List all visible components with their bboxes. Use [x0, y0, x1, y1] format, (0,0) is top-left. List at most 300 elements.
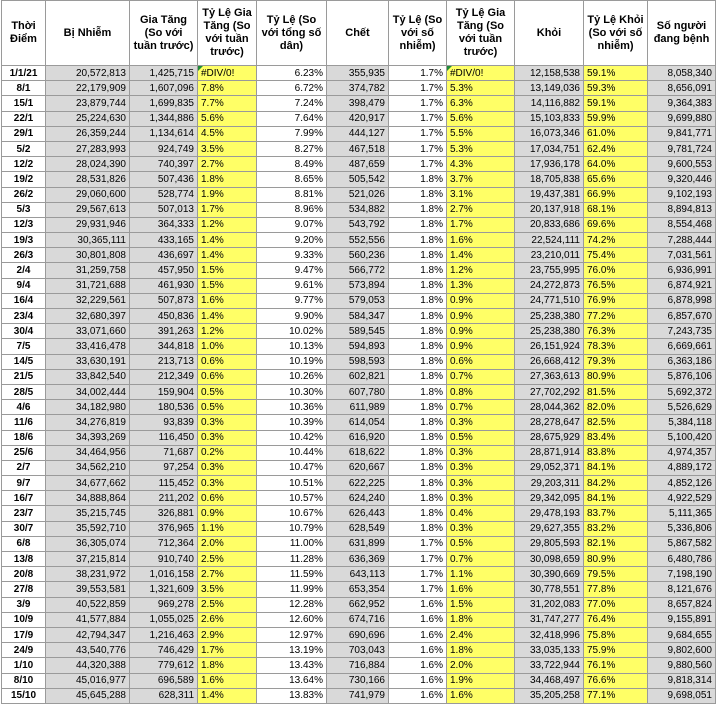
- increase-cell[interactable]: 344,818: [130, 339, 198, 354]
- population-rate-cell[interactable]: 8.49%: [257, 157, 327, 172]
- death-rate-cell[interactable]: 1.6%: [389, 673, 447, 688]
- population-rate-cell[interactable]: 8.81%: [257, 187, 327, 202]
- death-rate-cell[interactable]: 1.8%: [389, 339, 447, 354]
- active-cases-cell[interactable]: 4,974,357: [648, 445, 716, 460]
- deaths-cell[interactable]: 467,518: [327, 141, 389, 156]
- increase-cell[interactable]: 450,836: [130, 309, 198, 324]
- deaths-cell[interactable]: 552,556: [327, 233, 389, 248]
- population-rate-cell[interactable]: 7.99%: [257, 126, 327, 141]
- recovery-rate-cell[interactable]: 75.4%: [584, 248, 648, 263]
- death-increase-rate-cell[interactable]: 2.7%: [447, 202, 515, 217]
- deaths-cell[interactable]: 674,716: [327, 612, 389, 627]
- infected-cell[interactable]: 33,842,540: [46, 369, 130, 384]
- deaths-cell[interactable]: 598,593: [327, 354, 389, 369]
- header-cell[interactable]: Thời Điểm: [2, 1, 46, 66]
- deaths-cell[interactable]: 566,772: [327, 263, 389, 278]
- infected-cell[interactable]: 34,677,662: [46, 476, 130, 491]
- active-cases-cell[interactable]: 6,480,786: [648, 552, 716, 567]
- deaths-cell[interactable]: 653,354: [327, 582, 389, 597]
- population-rate-cell[interactable]: 6.72%: [257, 81, 327, 96]
- recovery-rate-cell[interactable]: 59.9%: [584, 111, 648, 126]
- death-rate-cell[interactable]: 1.8%: [389, 476, 447, 491]
- recovered-cell[interactable]: 31,202,083: [515, 597, 584, 612]
- deaths-cell[interactable]: 573,894: [327, 278, 389, 293]
- infected-cell[interactable]: 35,215,745: [46, 506, 130, 521]
- date-cell[interactable]: 30/4: [2, 324, 46, 339]
- date-cell[interactable]: 26/3: [2, 248, 46, 263]
- date-cell[interactable]: 19/2: [2, 172, 46, 187]
- death-rate-cell[interactable]: 1.7%: [389, 567, 447, 582]
- deaths-cell[interactable]: 355,935: [327, 66, 389, 81]
- increase-cell[interactable]: 1,016,158: [130, 567, 198, 582]
- increase-rate-cell[interactable]: 0.5%: [198, 384, 257, 399]
- date-cell[interactable]: 29/1: [2, 126, 46, 141]
- increase-rate-cell[interactable]: 0.2%: [198, 445, 257, 460]
- death-rate-cell[interactable]: 1.8%: [389, 248, 447, 263]
- increase-cell[interactable]: 364,333: [130, 217, 198, 232]
- increase-rate-cell[interactable]: 3.5%: [198, 141, 257, 156]
- increase-cell[interactable]: 391,263: [130, 324, 198, 339]
- infected-cell[interactable]: 34,182,980: [46, 400, 130, 415]
- active-cases-cell[interactable]: 7,243,735: [648, 324, 716, 339]
- recovery-rate-cell[interactable]: 59.1%: [584, 96, 648, 111]
- population-rate-cell[interactable]: 10.51%: [257, 476, 327, 491]
- death-rate-cell[interactable]: 1.7%: [389, 582, 447, 597]
- recovered-cell[interactable]: 34,468,497: [515, 673, 584, 688]
- active-cases-cell[interactable]: 9,320,446: [648, 172, 716, 187]
- death-rate-cell[interactable]: 1.7%: [389, 536, 447, 551]
- deaths-cell[interactable]: 505,542: [327, 172, 389, 187]
- death-increase-rate-cell[interactable]: 0.7%: [447, 552, 515, 567]
- population-rate-cell[interactable]: 7.64%: [257, 111, 327, 126]
- increase-cell[interactable]: 924,749: [130, 141, 198, 156]
- recovered-cell[interactable]: 23,755,995: [515, 263, 584, 278]
- active-cases-cell[interactable]: 9,818,314: [648, 673, 716, 688]
- recovery-rate-cell[interactable]: 76.3%: [584, 324, 648, 339]
- deaths-cell[interactable]: 521,026: [327, 187, 389, 202]
- population-rate-cell[interactable]: 12.97%: [257, 627, 327, 642]
- recovered-cell[interactable]: 28,871,914: [515, 445, 584, 460]
- recovery-rate-cell[interactable]: 76.0%: [584, 263, 648, 278]
- header-cell[interactable]: Khỏi: [515, 1, 584, 66]
- infected-cell[interactable]: 44,320,388: [46, 658, 130, 673]
- death-rate-cell[interactable]: 1.8%: [389, 187, 447, 202]
- death-increase-rate-cell[interactable]: 1.6%: [447, 233, 515, 248]
- death-rate-cell[interactable]: 1.6%: [389, 688, 447, 703]
- increase-cell[interactable]: 213,713: [130, 354, 198, 369]
- recovered-cell[interactable]: 35,205,258: [515, 688, 584, 703]
- active-cases-cell[interactable]: 6,936,991: [648, 263, 716, 278]
- header-cell[interactable]: Tỷ Lệ Khỏi (So với số nhiễm): [584, 1, 648, 66]
- death-increase-rate-cell[interactable]: 0.3%: [447, 521, 515, 536]
- recovered-cell[interactable]: 20,137,918: [515, 202, 584, 217]
- active-cases-cell[interactable]: 9,364,383: [648, 96, 716, 111]
- increase-rate-cell[interactable]: #DIV/0!: [198, 66, 257, 81]
- deaths-cell[interactable]: 584,347: [327, 309, 389, 324]
- recovery-rate-cell[interactable]: 75.8%: [584, 627, 648, 642]
- date-cell[interactable]: 20/8: [2, 567, 46, 582]
- recovered-cell[interactable]: 28,675,929: [515, 430, 584, 445]
- header-cell[interactable]: Số người đang bệnh: [648, 1, 716, 66]
- recovery-rate-cell[interactable]: 79.5%: [584, 567, 648, 582]
- recovery-rate-cell[interactable]: 84.1%: [584, 491, 648, 506]
- date-cell[interactable]: 9/7: [2, 476, 46, 491]
- increase-rate-cell[interactable]: 1.9%: [198, 187, 257, 202]
- death-rate-cell[interactable]: 1.8%: [389, 278, 447, 293]
- date-cell[interactable]: 5/3: [2, 202, 46, 217]
- death-rate-cell[interactable]: 1.8%: [389, 233, 447, 248]
- increase-cell[interactable]: 376,965: [130, 521, 198, 536]
- infected-cell[interactable]: 33,416,478: [46, 339, 130, 354]
- active-cases-cell[interactable]: 9,880,560: [648, 658, 716, 673]
- population-rate-cell[interactable]: 9.61%: [257, 278, 327, 293]
- deaths-cell[interactable]: 444,127: [327, 126, 389, 141]
- increase-rate-cell[interactable]: 1.4%: [198, 309, 257, 324]
- increase-rate-cell[interactable]: 2.6%: [198, 612, 257, 627]
- increase-cell[interactable]: 93,839: [130, 415, 198, 430]
- increase-cell[interactable]: 1,216,463: [130, 627, 198, 642]
- recovered-cell[interactable]: 22,524,111: [515, 233, 584, 248]
- deaths-cell[interactable]: 543,792: [327, 217, 389, 232]
- date-cell[interactable]: 15/1: [2, 96, 46, 111]
- infected-cell[interactable]: 31,259,758: [46, 263, 130, 278]
- header-cell[interactable]: Tỷ Lệ (So với tổng số dân): [257, 1, 327, 66]
- deaths-cell[interactable]: 622,225: [327, 476, 389, 491]
- recovered-cell[interactable]: 32,418,996: [515, 627, 584, 642]
- population-rate-cell[interactable]: 9.90%: [257, 309, 327, 324]
- death-increase-rate-cell[interactable]: 1.7%: [447, 217, 515, 232]
- active-cases-cell[interactable]: 9,841,771: [648, 126, 716, 141]
- date-cell[interactable]: 3/9: [2, 597, 46, 612]
- infected-cell[interactable]: 36,305,074: [46, 536, 130, 551]
- active-cases-cell[interactable]: 5,867,582: [648, 536, 716, 551]
- population-rate-cell[interactable]: 9.07%: [257, 217, 327, 232]
- recovery-rate-cell[interactable]: 78.3%: [584, 339, 648, 354]
- date-cell[interactable]: 23/7: [2, 506, 46, 521]
- increase-cell[interactable]: 628,311: [130, 688, 198, 703]
- population-rate-cell[interactable]: 6.23%: [257, 66, 327, 81]
- date-cell[interactable]: 4/6: [2, 400, 46, 415]
- death-rate-cell[interactable]: 1.8%: [389, 430, 447, 445]
- death-increase-rate-cell[interactable]: #DIV/0!: [447, 66, 515, 81]
- infected-cell[interactable]: 33,071,660: [46, 324, 130, 339]
- deaths-cell[interactable]: 626,443: [327, 506, 389, 521]
- increase-rate-cell[interactable]: 1.7%: [198, 202, 257, 217]
- increase-cell[interactable]: 1,134,614: [130, 126, 198, 141]
- recovery-rate-cell[interactable]: 83.7%: [584, 506, 648, 521]
- population-rate-cell[interactable]: 10.67%: [257, 506, 327, 521]
- recovery-rate-cell[interactable]: 79.3%: [584, 354, 648, 369]
- infected-cell[interactable]: 45,645,288: [46, 688, 130, 703]
- active-cases-cell[interactable]: 9,781,724: [648, 141, 716, 156]
- recovered-cell[interactable]: 13,149,036: [515, 81, 584, 96]
- date-cell[interactable]: 8/1: [2, 81, 46, 96]
- death-rate-cell[interactable]: 1.8%: [389, 293, 447, 308]
- active-cases-cell[interactable]: 4,852,126: [648, 476, 716, 491]
- increase-rate-cell[interactable]: 0.3%: [198, 460, 257, 475]
- deaths-cell[interactable]: 618,622: [327, 445, 389, 460]
- recovered-cell[interactable]: 29,052,371: [515, 460, 584, 475]
- increase-cell[interactable]: 696,589: [130, 673, 198, 688]
- death-increase-rate-cell[interactable]: 3.7%: [447, 172, 515, 187]
- recovered-cell[interactable]: 23,210,011: [515, 248, 584, 263]
- recovery-rate-cell[interactable]: 81.5%: [584, 384, 648, 399]
- deaths-cell[interactable]: 636,369: [327, 552, 389, 567]
- death-rate-cell[interactable]: 1.8%: [389, 217, 447, 232]
- increase-rate-cell[interactable]: 7.7%: [198, 96, 257, 111]
- infected-cell[interactable]: 37,215,814: [46, 552, 130, 567]
- date-cell[interactable]: 8/10: [2, 673, 46, 688]
- infected-cell[interactable]: 26,359,244: [46, 126, 130, 141]
- recovery-rate-cell[interactable]: 84.2%: [584, 476, 648, 491]
- recovered-cell[interactable]: 17,034,751: [515, 141, 584, 156]
- increase-cell[interactable]: 97,254: [130, 460, 198, 475]
- increase-cell[interactable]: 433,165: [130, 233, 198, 248]
- population-rate-cell[interactable]: 8.65%: [257, 172, 327, 187]
- recovery-rate-cell[interactable]: 76.4%: [584, 612, 648, 627]
- death-increase-rate-cell[interactable]: 1.6%: [447, 688, 515, 703]
- death-rate-cell[interactable]: 1.8%: [389, 172, 447, 187]
- increase-cell[interactable]: 1,055,025: [130, 612, 198, 627]
- death-rate-cell[interactable]: 1.6%: [389, 658, 447, 673]
- death-increase-rate-cell[interactable]: 1.5%: [447, 597, 515, 612]
- infected-cell[interactable]: 34,002,444: [46, 384, 130, 399]
- death-rate-cell[interactable]: 1.8%: [389, 400, 447, 415]
- infected-cell[interactable]: 34,888,864: [46, 491, 130, 506]
- date-cell[interactable]: 11/6: [2, 415, 46, 430]
- death-increase-rate-cell[interactable]: 6.3%: [447, 96, 515, 111]
- header-cell[interactable]: Tỷ Lệ Gia Tăng (So với tuần trước): [198, 1, 257, 66]
- death-rate-cell[interactable]: 1.6%: [389, 612, 447, 627]
- recovered-cell[interactable]: 14,116,882: [515, 96, 584, 111]
- active-cases-cell[interactable]: 6,878,998: [648, 293, 716, 308]
- population-rate-cell[interactable]: 10.42%: [257, 430, 327, 445]
- death-increase-rate-cell[interactable]: 0.7%: [447, 400, 515, 415]
- active-cases-cell[interactable]: 4,889,172: [648, 460, 716, 475]
- infected-cell[interactable]: 33,630,191: [46, 354, 130, 369]
- population-rate-cell[interactable]: 9.77%: [257, 293, 327, 308]
- recovered-cell[interactable]: 25,238,380: [515, 309, 584, 324]
- increase-rate-cell[interactable]: 2.7%: [198, 567, 257, 582]
- deaths-cell[interactable]: 741,979: [327, 688, 389, 703]
- recovered-cell[interactable]: 16,073,346: [515, 126, 584, 141]
- deaths-cell[interactable]: 616,920: [327, 430, 389, 445]
- death-increase-rate-cell[interactable]: 1.8%: [447, 643, 515, 658]
- infected-cell[interactable]: 28,024,390: [46, 157, 130, 172]
- population-rate-cell[interactable]: 11.99%: [257, 582, 327, 597]
- active-cases-cell[interactable]: 9,102,193: [648, 187, 716, 202]
- active-cases-cell[interactable]: 5,336,806: [648, 521, 716, 536]
- active-cases-cell[interactable]: 5,111,365: [648, 506, 716, 521]
- population-rate-cell[interactable]: 10.30%: [257, 384, 327, 399]
- increase-rate-cell[interactable]: 1.4%: [198, 248, 257, 263]
- death-rate-cell[interactable]: 1.8%: [389, 369, 447, 384]
- deaths-cell[interactable]: 631,899: [327, 536, 389, 551]
- active-cases-cell[interactable]: 5,100,420: [648, 430, 716, 445]
- deaths-cell[interactable]: 716,884: [327, 658, 389, 673]
- date-cell[interactable]: 13/8: [2, 552, 46, 567]
- date-cell[interactable]: 2/4: [2, 263, 46, 278]
- recovery-rate-cell[interactable]: 75.9%: [584, 643, 648, 658]
- increase-rate-cell[interactable]: 0.3%: [198, 476, 257, 491]
- date-cell[interactable]: 24/9: [2, 643, 46, 658]
- population-rate-cell[interactable]: 13.83%: [257, 688, 327, 703]
- death-increase-rate-cell[interactable]: 0.6%: [447, 354, 515, 369]
- header-cell[interactable]: Gia Tăng (So với tuần trước): [130, 1, 198, 66]
- recovered-cell[interactable]: 24,272,873: [515, 278, 584, 293]
- death-increase-rate-cell[interactable]: 0.9%: [447, 339, 515, 354]
- recovery-rate-cell[interactable]: 83.8%: [584, 445, 648, 460]
- header-cell[interactable]: Bị Nhiễm: [46, 1, 130, 66]
- header-cell[interactable]: Chết: [327, 1, 389, 66]
- recovery-rate-cell[interactable]: 82.5%: [584, 415, 648, 430]
- recovery-rate-cell[interactable]: 61.0%: [584, 126, 648, 141]
- increase-cell[interactable]: 1,607,096: [130, 81, 198, 96]
- recovered-cell[interactable]: 18,705,838: [515, 172, 584, 187]
- infected-cell[interactable]: 42,794,347: [46, 627, 130, 642]
- deaths-cell[interactable]: 560,236: [327, 248, 389, 263]
- header-cell[interactable]: Tỷ Lệ (So với số nhiễm): [389, 1, 447, 66]
- recovered-cell[interactable]: 17,936,178: [515, 157, 584, 172]
- date-cell[interactable]: 15/10: [2, 688, 46, 703]
- recovery-rate-cell[interactable]: 68.1%: [584, 202, 648, 217]
- infected-cell[interactable]: 38,231,972: [46, 567, 130, 582]
- increase-rate-cell[interactable]: 7.8%: [198, 81, 257, 96]
- death-rate-cell[interactable]: 1.8%: [389, 521, 447, 536]
- recovered-cell[interactable]: 33,035,133: [515, 643, 584, 658]
- increase-cell[interactable]: 712,364: [130, 536, 198, 551]
- increase-rate-cell[interactable]: 0.6%: [198, 354, 257, 369]
- active-cases-cell[interactable]: 8,657,824: [648, 597, 716, 612]
- death-rate-cell[interactable]: 1.7%: [389, 157, 447, 172]
- infected-cell[interactable]: 29,060,600: [46, 187, 130, 202]
- recovery-rate-cell[interactable]: 82.0%: [584, 400, 648, 415]
- recovery-rate-cell[interactable]: 83.2%: [584, 521, 648, 536]
- date-cell[interactable]: 28/5: [2, 384, 46, 399]
- active-cases-cell[interactable]: 7,288,444: [648, 233, 716, 248]
- death-increase-rate-cell[interactable]: 0.3%: [447, 476, 515, 491]
- death-rate-cell[interactable]: 1.7%: [389, 81, 447, 96]
- recovered-cell[interactable]: 25,238,380: [515, 324, 584, 339]
- recovery-rate-cell[interactable]: 77.1%: [584, 688, 648, 703]
- date-cell[interactable]: 27/8: [2, 582, 46, 597]
- recovered-cell[interactable]: 20,833,686: [515, 217, 584, 232]
- recovered-cell[interactable]: 26,668,412: [515, 354, 584, 369]
- date-cell[interactable]: 7/5: [2, 339, 46, 354]
- death-rate-cell[interactable]: 1.8%: [389, 491, 447, 506]
- active-cases-cell[interactable]: 9,802,600: [648, 643, 716, 658]
- death-increase-rate-cell[interactable]: 5.6%: [447, 111, 515, 126]
- recovered-cell[interactable]: 27,702,292: [515, 384, 584, 399]
- recovered-cell[interactable]: 30,098,659: [515, 552, 584, 567]
- increase-cell[interactable]: 212,349: [130, 369, 198, 384]
- death-increase-rate-cell[interactable]: 0.9%: [447, 324, 515, 339]
- active-cases-cell[interactable]: 9,699,880: [648, 111, 716, 126]
- recovery-rate-cell[interactable]: 83.4%: [584, 430, 648, 445]
- date-cell[interactable]: 14/5: [2, 354, 46, 369]
- increase-cell[interactable]: 507,436: [130, 172, 198, 187]
- infected-cell[interactable]: 43,540,776: [46, 643, 130, 658]
- recovery-rate-cell[interactable]: 77.0%: [584, 597, 648, 612]
- recovery-rate-cell[interactable]: 66.9%: [584, 187, 648, 202]
- death-increase-rate-cell[interactable]: 1.6%: [447, 582, 515, 597]
- deaths-cell[interactable]: 730,166: [327, 673, 389, 688]
- death-increase-rate-cell[interactable]: 0.3%: [447, 491, 515, 506]
- date-cell[interactable]: 12/2: [2, 157, 46, 172]
- increase-cell[interactable]: 1,321,609: [130, 582, 198, 597]
- population-rate-cell[interactable]: 13.19%: [257, 643, 327, 658]
- recovered-cell[interactable]: 19,437,381: [515, 187, 584, 202]
- active-cases-cell[interactable]: 5,876,106: [648, 369, 716, 384]
- population-rate-cell[interactable]: 12.28%: [257, 597, 327, 612]
- deaths-cell[interactable]: 662,952: [327, 597, 389, 612]
- population-rate-cell[interactable]: 9.33%: [257, 248, 327, 263]
- death-rate-cell[interactable]: 1.6%: [389, 643, 447, 658]
- increase-cell[interactable]: 507,013: [130, 202, 198, 217]
- header-cell[interactable]: Tỷ Lệ Gia Tăng (So với tuần trước): [447, 1, 515, 66]
- date-cell[interactable]: 6/8: [2, 536, 46, 551]
- population-rate-cell[interactable]: 10.47%: [257, 460, 327, 475]
- recovery-rate-cell[interactable]: 59.1%: [584, 66, 648, 81]
- death-rate-cell[interactable]: 1.8%: [389, 263, 447, 278]
- increase-rate-cell[interactable]: 0.5%: [198, 400, 257, 415]
- recovery-rate-cell[interactable]: 74.2%: [584, 233, 648, 248]
- increase-rate-cell[interactable]: 0.9%: [198, 506, 257, 521]
- death-increase-rate-cell[interactable]: 1.4%: [447, 248, 515, 263]
- deaths-cell[interactable]: 534,882: [327, 202, 389, 217]
- increase-rate-cell[interactable]: 1.5%: [198, 263, 257, 278]
- deaths-cell[interactable]: 589,545: [327, 324, 389, 339]
- increase-cell[interactable]: 211,202: [130, 491, 198, 506]
- recovered-cell[interactable]: 30,778,551: [515, 582, 584, 597]
- increase-rate-cell[interactable]: 1.2%: [198, 324, 257, 339]
- date-cell[interactable]: 10/9: [2, 612, 46, 627]
- recovery-rate-cell[interactable]: 62.4%: [584, 141, 648, 156]
- recovery-rate-cell[interactable]: 76.9%: [584, 293, 648, 308]
- increase-rate-cell[interactable]: 3.5%: [198, 582, 257, 597]
- increase-rate-cell[interactable]: 2.5%: [198, 597, 257, 612]
- date-cell[interactable]: 5/2: [2, 141, 46, 156]
- date-cell[interactable]: 23/4: [2, 309, 46, 324]
- active-cases-cell[interactable]: 5,384,118: [648, 415, 716, 430]
- infected-cell[interactable]: 34,562,210: [46, 460, 130, 475]
- population-rate-cell[interactable]: 13.43%: [257, 658, 327, 673]
- death-increase-rate-cell[interactable]: 1.2%: [447, 263, 515, 278]
- increase-cell[interactable]: 740,397: [130, 157, 198, 172]
- population-rate-cell[interactable]: 12.60%: [257, 612, 327, 627]
- increase-rate-cell[interactable]: 2.5%: [198, 552, 257, 567]
- active-cases-cell[interactable]: 8,656,091: [648, 81, 716, 96]
- population-rate-cell[interactable]: 10.02%: [257, 324, 327, 339]
- death-rate-cell[interactable]: 1.7%: [389, 552, 447, 567]
- death-increase-rate-cell[interactable]: 0.8%: [447, 384, 515, 399]
- population-rate-cell[interactable]: 10.44%: [257, 445, 327, 460]
- active-cases-cell[interactable]: 7,031,561: [648, 248, 716, 263]
- active-cases-cell[interactable]: 8,894,813: [648, 202, 716, 217]
- date-cell[interactable]: 19/3: [2, 233, 46, 248]
- deaths-cell[interactable]: 611,989: [327, 400, 389, 415]
- infected-cell[interactable]: 45,016,977: [46, 673, 130, 688]
- recovery-rate-cell[interactable]: 76.5%: [584, 278, 648, 293]
- increase-cell[interactable]: 436,697: [130, 248, 198, 263]
- active-cases-cell[interactable]: 7,198,190: [648, 567, 716, 582]
- death-increase-rate-cell[interactable]: 1.9%: [447, 673, 515, 688]
- increase-cell[interactable]: 326,881: [130, 506, 198, 521]
- increase-rate-cell[interactable]: 2.0%: [198, 536, 257, 551]
- increase-rate-cell[interactable]: 1.2%: [198, 217, 257, 232]
- date-cell[interactable]: 1/10: [2, 658, 46, 673]
- infected-cell[interactable]: 31,721,688: [46, 278, 130, 293]
